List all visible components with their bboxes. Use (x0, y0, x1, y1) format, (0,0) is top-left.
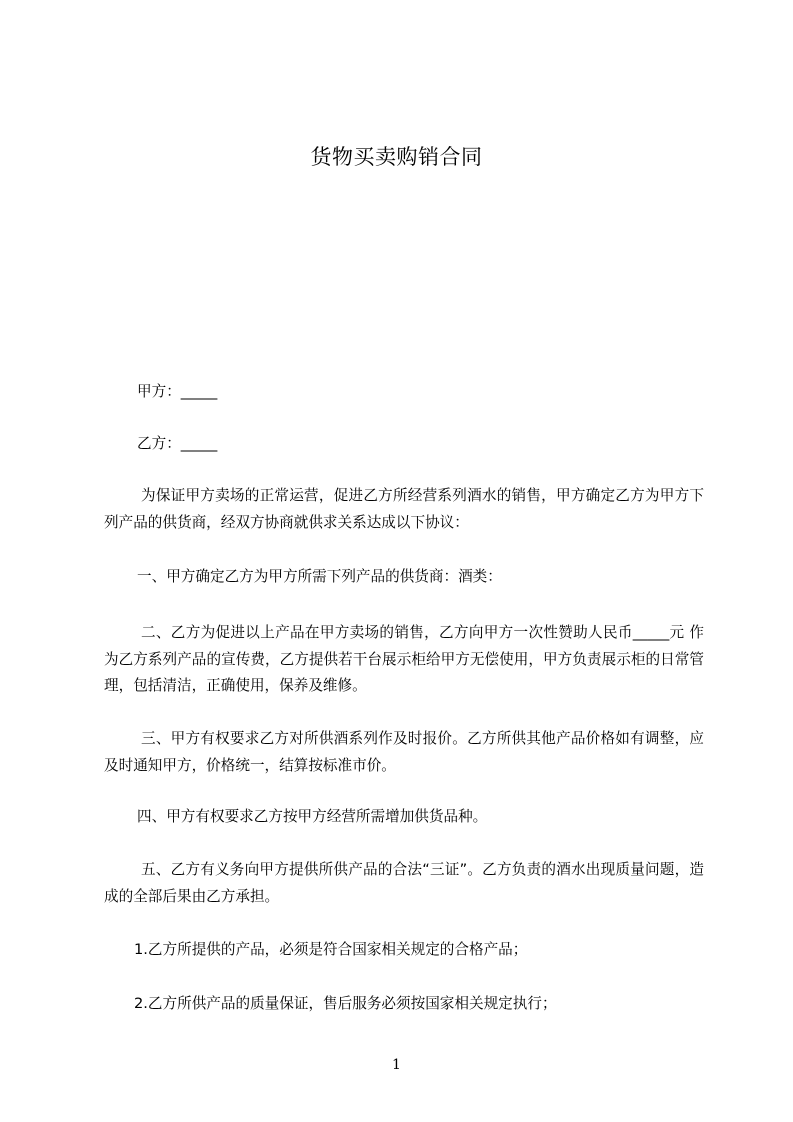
document-title: 货物买卖购销合同 (310, 145, 483, 169)
clause-2: 二、乙方为促进以上产品在甲方卖场的销售，乙方向甲方一次性赞助人民币_____元 作为乙方系列产品的宣传费，乙方提供若干台展示柜给甲方无偿使用，甲方负责展示柜的日常管理，包括清洁，正确使用，保养及维修。 (104, 624, 704, 694)
party-a-line: 甲方：_____ (137, 383, 218, 400)
clause-5: 五、乙方有义务向甲方提供所供产品的合法“三证”。乙方负责的酒水出现质量问题，造成的全部后果由乙方承担。 (104, 861, 704, 905)
clause-3: 三、甲方有权要求乙方对所供酒系列作及时报价。乙方所供其他产品价格如有调整，应及时通知甲方，价格统一，结算按标准市价。 (104, 730, 704, 774)
page-number: 1 (392, 1057, 401, 1073)
party-b-line: 乙方：_____ (137, 435, 218, 452)
intro-paragraph: 为保证甲方卖场的正常运营，促进乙方所经营系列酒水的销售，甲方确定乙方为甲方下列产品的供货商，经双方协商就供求关系达成以下协议： (104, 487, 704, 531)
clause-4: 四、甲方有权要求乙方按甲方经营所需增加供货品种。 (137, 808, 488, 825)
item-1: 1.乙方所提供的产品，必须是符合国家相关规定的合格产品； (134, 941, 528, 958)
clause-1: 一、甲方确定乙方为甲方所需下列产品的供货商：酒类： (137, 568, 502, 585)
item-2: 2.乙方所供产品的质量保证，售后服务必须按国家相关规定执行； (134, 995, 557, 1012)
